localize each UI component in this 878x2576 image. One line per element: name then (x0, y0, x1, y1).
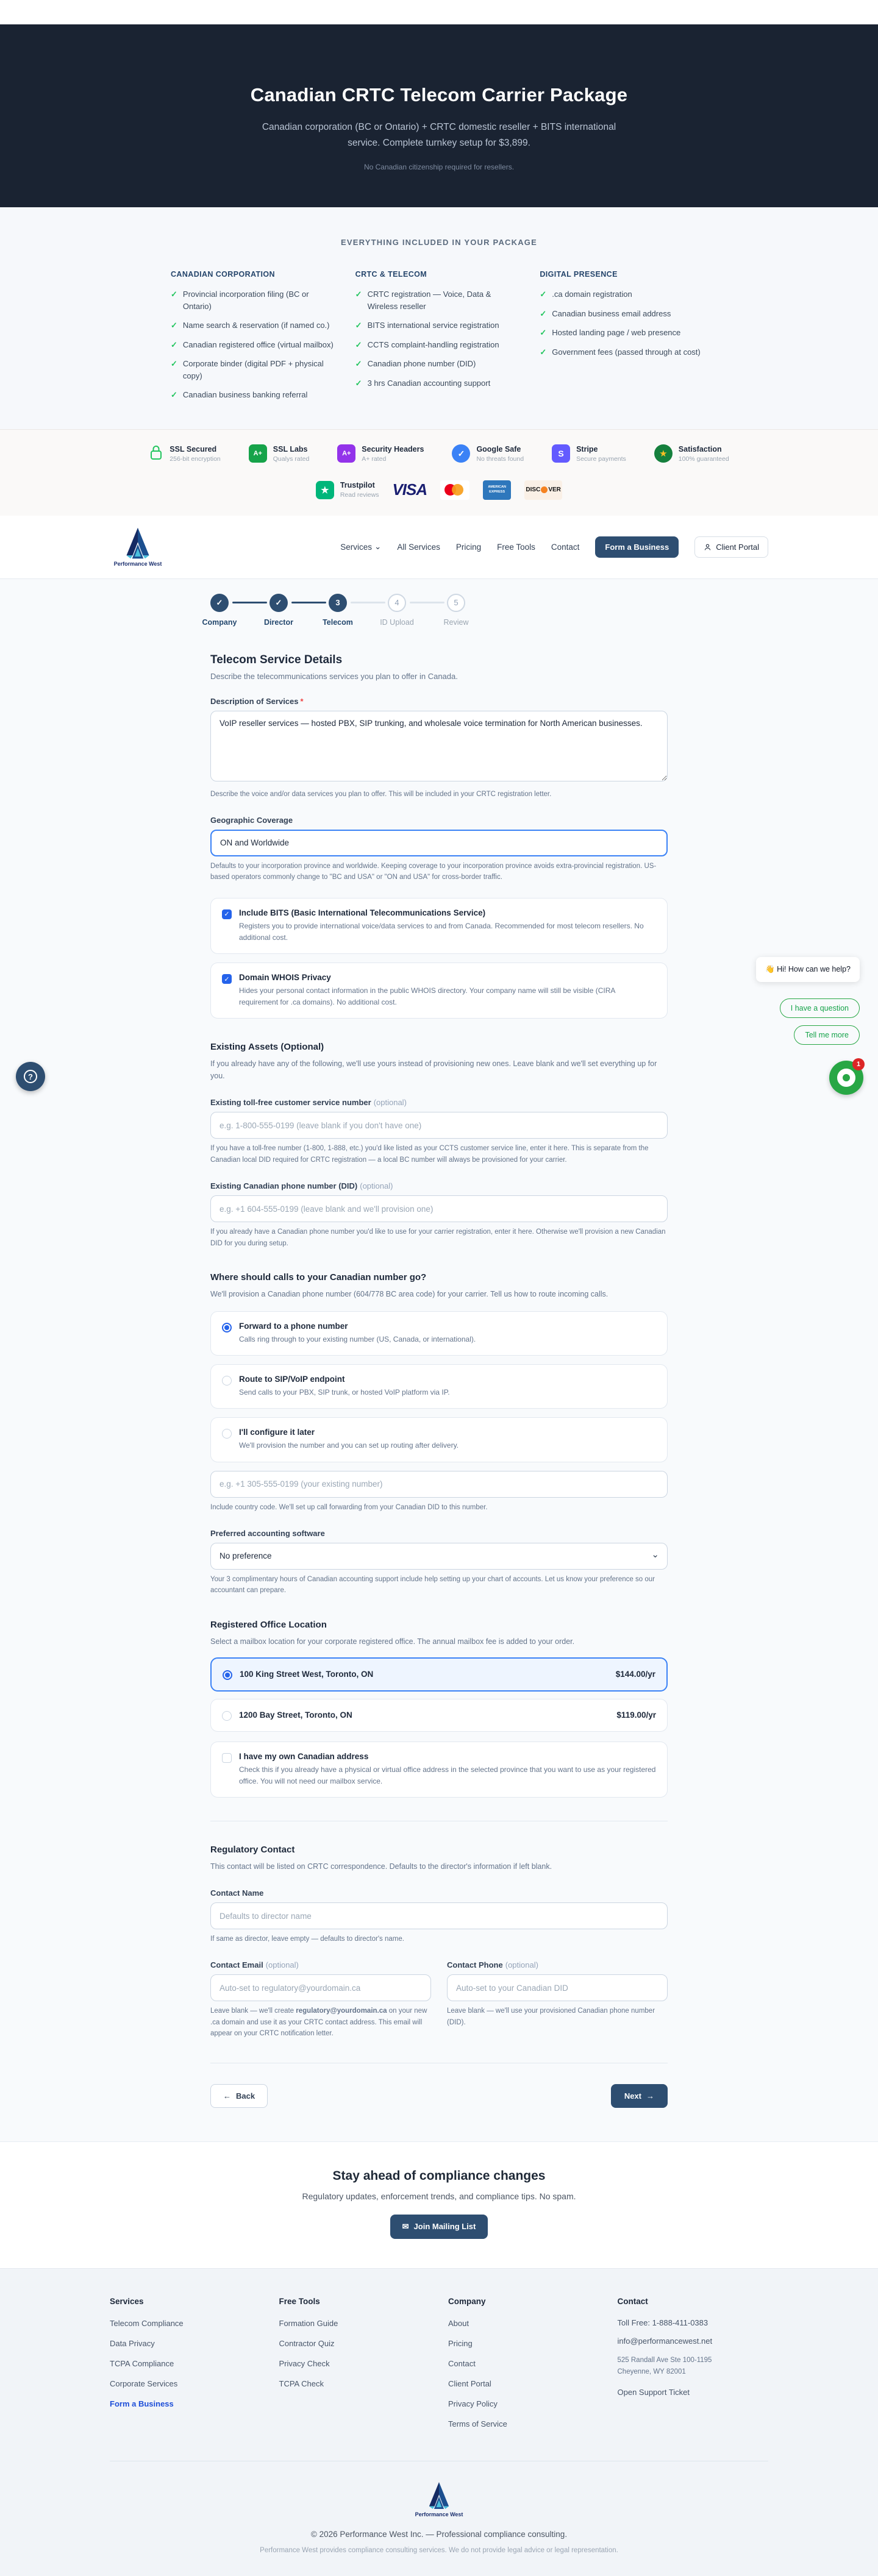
step-telecom-label: Telecom (323, 617, 353, 627)
checkbox-checked-icon[interactable]: ✓ (222, 909, 232, 919)
contact-email-help: Leave blank — we'll create regulatory@yourdomain.ca on your new .ca domain and use it as your CRTC contact address. This email will appear on your CRTC notification letter. (210, 2007, 427, 2038)
mailing-list-section (0, 2141, 878, 2268)
badge-ssl-labs: A+ SSL Labs Qualys rated (249, 444, 310, 463)
footer-link[interactable]: Telecom Compliance (110, 2318, 184, 2328)
coverage-help: Defaults to your incorporation province and worldwide. Keeping coverage to your incorporation province avoids extra-provincial registration. US-based operators commonly change to "BC and USA" or "ON and USA" for cross-border traffic. (210, 862, 657, 881)
chat-question-button[interactable]: I have a question (780, 998, 860, 1018)
footer-link[interactable]: Corporate Services (110, 2379, 178, 2388)
list-item: ✓ 3 hrs Canadian accounting support (355, 377, 523, 390)
footer-support-link[interactable]: Open Support Ticket (617, 2387, 690, 2397)
list-item: ✓ Provincial incorporation filing (BC or Ontario) (171, 288, 338, 312)
check-icon: ✓ (171, 359, 177, 368)
chevron-down-icon: ⌄ (374, 542, 382, 551)
help-button[interactable] (16, 1062, 45, 1091)
footer-link[interactable]: TCPA Check (279, 2379, 324, 2388)
list-item: ✓ Corporate binder (digital PDF + physical copy) (171, 358, 338, 382)
own-address-checkbox-card[interactable]: I have my own Canadian address Check this if you already have a physical or virtual office address in the selected province that you want to use as your registered office. You will not need our mailbox service. (210, 1742, 668, 1798)
price-badge: $144.00/yr (615, 1670, 655, 1679)
stripe-icon: S (552, 444, 570, 463)
footer-link[interactable]: Privacy Policy (448, 2399, 498, 2408)
footer-link-form-a-business[interactable]: Form a Business (110, 2399, 174, 2408)
routing-heading: Where should calls to your Canadian number go? (210, 1272, 427, 1283)
tollfree-help: If you have a toll-free number (1-800, 1-888, etc.) you'd like listed as your CCTS customer service line, enter it here. This is separate from the Canadian local DID required for CRTC registration — a local BC number will always be provisioned for your carrier. (210, 1145, 649, 1164)
cta-title: Stay ahead of compliance changes (332, 2168, 546, 2183)
next-button[interactable]: Next → (611, 2084, 668, 2108)
payment-row (0, 480, 878, 500)
arrow-right-icon: → (646, 2091, 654, 2101)
footer-link[interactable]: Contractor Quiz (279, 2338, 335, 2348)
accounting-label: Preferred accounting software (210, 1528, 325, 1538)
did-help: If you already have a Canadian phone number you'd like to use for your carrier registration, enter it here. Otherwise we'll provision a new Canadian DID for you during setup. (210, 1228, 666, 1247)
radio-icon[interactable] (222, 1711, 232, 1721)
footer-logo (415, 2481, 463, 2517)
trust-badges-row (0, 443, 878, 464)
back-button[interactable]: ← Back (210, 2084, 268, 2108)
forward-number-input[interactable] (210, 1471, 668, 1498)
radio-selected-icon[interactable] (222, 1323, 232, 1332)
existing-assets-heading: Existing Assets (Optional) (210, 1042, 324, 1053)
discover-dot-icon (541, 486, 548, 493)
list-item: ✓ .ca domain registration (540, 288, 707, 301)
office-option-bay-street[interactable]: 1200 Bay Street, Toronto, ON $119.00/yr (210, 1699, 668, 1732)
question-icon: ? (24, 1070, 37, 1083)
step-id-upload-circle[interactable]: 4 (388, 594, 406, 612)
list-item: ✓ Hosted landing page / web presence (540, 327, 707, 339)
join-mailing-list-button[interactable]: ✉ Join Mailing List (390, 2215, 488, 2239)
coverage-input[interactable] (210, 830, 668, 856)
visa-logo: VISA (392, 480, 427, 499)
description-textarea[interactable] (210, 711, 668, 781)
checkbox-checked-icon[interactable]: ✓ (222, 974, 232, 984)
client-portal-button[interactable]: Client Portal (694, 536, 768, 558)
trustpilot-star-icon: ★ (316, 481, 334, 499)
contact-phone-help: Leave blank — we'll use your provisioned Canadian phone number (DID). (447, 2007, 655, 2026)
contact-email-input[interactable] (210, 1974, 431, 2001)
nav-link-pricing[interactable]: Pricing (455, 542, 482, 552)
hero-banner (0, 24, 878, 207)
check-icon: ✓ (171, 340, 177, 349)
list-item: ✓ Canadian registered office (virtual mailbox) (171, 339, 338, 351)
footer-link[interactable]: About (448, 2318, 469, 2328)
list-item: ✓ CCTS complaint-handling registration (355, 339, 523, 351)
navbar (0, 516, 878, 579)
page-title: Telecom Service Details (210, 653, 343, 666)
footer-column-contact: Contact Toll Free: 1-888-411-0383 info@performancewest.net 525 Randall Ave Ste 100-1195 Cheyenne, WY 82001 Open Support Ticket (618, 2297, 769, 2439)
footer-column-services: Services Telecom Compliance Data Privacy TCPA Compliance Corporate Services Form a Business (110, 2296, 184, 2408)
footer-link[interactable]: TCPA Compliance (110, 2358, 174, 2368)
step-id-upload-label: ID Upload (380, 617, 414, 627)
badge-ssl-secured: SSL Secured 256-bit encryption (149, 443, 220, 464)
nav-link-contact[interactable]: Contact (551, 542, 580, 552)
included-column-corporation (171, 270, 338, 408)
check-icon: ✓ (355, 378, 362, 388)
column-title: CRTC & TELECOM (355, 270, 427, 279)
logo-mark (122, 527, 154, 560)
contact-email-label: Contact Email (optional) (210, 1960, 299, 1970)
contact-name-label: Contact Name (210, 1888, 264, 1898)
footer-address: 525 Randall Ave Ste 100-1195 Cheyenne, WY 82001 (617, 2356, 712, 2376)
wave-icon: 👋 (765, 965, 775, 973)
check-icon: ✓ (275, 597, 282, 607)
bits-checkbox-card[interactable]: ✓ Include BITS (Basic International Telecommunications Service) Registers you to provide international voice/data services to and from Canada. Recommended for most telecom resellers. No additional cost. (210, 898, 668, 954)
footer-column-company: Company About Pricing Contact Client Portal Privacy Policy Terms of Service (448, 2296, 507, 2428)
footer-email[interactable]: info@performancewest.net (617, 2336, 713, 2346)
step-review-circle[interactable]: 5 (447, 594, 465, 612)
radio-icon[interactable] (222, 1429, 232, 1439)
list-item: ✓ Canadian phone number (DID) (355, 358, 523, 370)
page-subtitle: Describe the telecommunications services you plan to offer in Canada. (210, 671, 458, 681)
main-content (0, 579, 878, 2141)
nav-link-all-services[interactable]: All Services (397, 542, 440, 552)
office-option-king-street[interactable]: 100 King Street West, Toronto, ON $144.00/yr (210, 1657, 668, 1692)
footer-link[interactable]: Contact (448, 2358, 476, 2368)
included-column-crtc (355, 270, 523, 408)
list-item: ✓ Government fees (passed through at cost) (540, 346, 707, 358)
footer-disclaimer: Performance West provides compliance consulting services. We do not provide legal advice or legal representation. (260, 2546, 618, 2554)
list-item: ✓ Canadian business banking referral (171, 389, 338, 401)
routing-option-later[interactable]: I'll configure it later We'll provision the number and you can set up routing after delivery. (210, 1417, 668, 1462)
brand-logo[interactable] (110, 527, 166, 567)
checkbox-icon[interactable] (222, 1753, 232, 1763)
check-icon: ✓ (540, 347, 547, 357)
footer-brand-name: Performance West (415, 2511, 463, 2517)
office-intro: Select a mailbox location for your corporate registered office. The annual mailbox fee is added to your order. (210, 1637, 575, 1646)
regulatory-intro: This contact will be listed on CRTC correspondence. Defaults to the director's information if left blank. (210, 1862, 552, 1871)
nav-link-free-tools[interactable]: Free Tools (497, 542, 535, 552)
footer-link[interactable]: Data Privacy (110, 2338, 155, 2348)
chat-tell-me-more-button[interactable]: Tell me more (794, 1025, 860, 1045)
mastercard-logo (440, 480, 469, 500)
arrow-left-icon: ← (223, 2091, 231, 2101)
footer-link[interactable]: Formation Guide (279, 2318, 338, 2328)
accounting-select[interactable] (210, 1543, 668, 1570)
list-item: ✓ Name search & reservation (if named co.) (171, 319, 338, 332)
trust-strip (0, 430, 878, 516)
step-company-label: Company (202, 617, 237, 627)
price-badge: $119.00/yr (616, 1710, 656, 1720)
check-icon: ✓ (540, 290, 547, 299)
aplus-icon: A+ (249, 444, 267, 463)
column-title: CANADIAN CORPORATION (171, 270, 275, 279)
check-icon: ✓ (540, 328, 547, 337)
select-chevron-icon: ⌄ (651, 1549, 659, 1560)
included-grid (171, 270, 707, 408)
list-item: ✓ Canadian business email address (540, 308, 707, 320)
description-label: Description of Services * (210, 696, 304, 706)
shield-check-icon: ✓ (452, 444, 470, 463)
chat-icon (837, 1069, 855, 1087)
badge-security-headers: A+ Security Headers A+ rated (337, 444, 424, 463)
coverage-label: Geographic Coverage (210, 815, 293, 825)
contact-name-help: If same as director, leave empty — defaults to director's name. (210, 1935, 404, 1943)
check-icon: ✓ (355, 321, 362, 330)
radio-selected-icon[interactable] (223, 1670, 232, 1680)
included-column-digital (540, 270, 707, 408)
footer-phone: Toll Free: 1-888-411-0383 (617, 2318, 708, 2327)
chat-unread-badge: 1 (852, 1058, 865, 1070)
progress-stepper (202, 594, 668, 633)
badge-stripe: S Stripe Secure payments (552, 444, 626, 463)
check-icon: ✓ (355, 290, 362, 299)
chat-greeting-bubble: 👋 Hi! How can we help? (756, 957, 860, 982)
hero-title: Canadian CRTC Telecom Carrier Package (250, 84, 628, 105)
hero-note: No Canadian citizenship required for resellers. (363, 163, 515, 172)
check-icon: ✓ (216, 597, 223, 607)
check-icon: ✓ (171, 390, 177, 399)
check-icon: ✓ (171, 290, 177, 299)
step-telecom-circle[interactable]: 3 (329, 594, 347, 612)
envelope-icon: ✉ (402, 2221, 409, 2231)
list-item: ✓ BITS international service registration (355, 319, 523, 332)
step-director-label: Director (264, 617, 293, 627)
required-asterisk: * (300, 696, 304, 706)
radio-icon[interactable] (222, 1376, 232, 1386)
badge-trustpilot: ★ Trustpilot Read reviews (316, 481, 379, 499)
contact-phone-input[interactable] (447, 1974, 668, 2001)
lock-icon (149, 443, 163, 464)
amex-logo: AMERICAN EXPRESS (483, 480, 511, 500)
check-icon: ✓ (355, 340, 362, 349)
footer-link[interactable]: Privacy Check (279, 2358, 330, 2368)
list-item: ✓ CRTC registration — Voice, Data & Wireless reseller (355, 288, 523, 312)
regulatory-heading: Regulatory Contact (210, 1845, 295, 1856)
routing-option-forward[interactable]: Forward to a phone number Calls ring through to your existing number (US, Canada, or international). (210, 1311, 668, 1356)
check-icon: ✓ (540, 308, 547, 318)
routing-option-sip[interactable]: Route to SIP/VoIP endpoint Send calls to your PBX, SIP trunk, or hosted VoIP platform via IP. (210, 1364, 668, 1409)
did-input[interactable] (210, 1195, 668, 1222)
tollfree-input[interactable] (210, 1112, 668, 1139)
logo-mark (426, 2481, 452, 2510)
column-title: DIGITAL PRESENCE (540, 270, 618, 279)
cta-subtitle: Regulatory updates, enforcement trends, and compliance tips. No spam. (302, 2191, 576, 2201)
description-help: Describe the voice and/or data services you plan to offer. This will be included in your CRTC registration letter. (210, 790, 552, 798)
contact-name-input[interactable] (210, 1902, 668, 1929)
step-company-circle[interactable] (210, 594, 229, 612)
check-icon: ✓ (171, 321, 177, 330)
contact-phone-label: Contact Phone (optional) (447, 1960, 538, 1970)
footer-link[interactable]: Pricing (448, 2338, 473, 2348)
badge-google-safe: ✓ Google Safe No threats found (452, 444, 524, 463)
footer-copyright: © 2026 Performance West Inc. — Professional compliance consulting. (310, 2529, 568, 2539)
existing-assets-intro: If you already have any of the following, we'll use yours instead of provisioning new ones. Leave blank and we'll set everything up for you. (210, 1059, 657, 1081)
hero-subtitle: Canadian corporation (BC or Ontario) + CRTC domestic reseller + BITS international service. Complete turnkey setup for $3,899. (262, 122, 616, 148)
footer-link[interactable]: Terms of Service (448, 2419, 507, 2428)
forward-number-help: Include country code. We'll set up call forwarding from your Canadian DID to this number. (210, 1503, 488, 1511)
badge-satisfaction: ★ Satisfaction 100% guaranteed (654, 444, 729, 463)
footer-link[interactable]: Client Portal (448, 2379, 491, 2388)
footer-column-free-tools: Free Tools Formation Guide Contractor Quiz Privacy Check TCPA Check (279, 2296, 338, 2388)
step-director-circle[interactable] (269, 594, 288, 612)
person-icon (704, 543, 712, 551)
aplus-icon: A+ (337, 444, 355, 463)
included-heading: EVERYTHING INCLUDED IN YOUR PACKAGE (340, 238, 537, 247)
nav-link-services[interactable]: Services ⌄ (340, 542, 382, 552)
star-icon: ★ (654, 444, 673, 463)
form-a-business-button[interactable]: Form a Business (595, 536, 679, 558)
check-icon: ✓ (355, 359, 362, 368)
footer (0, 2268, 878, 2576)
accounting-help: Your 3 complimentary hours of Canadian accounting support include help setting up your chart of accounts. Let us know your preference so our accountant can prepare. (210, 1575, 655, 1595)
discover-logo: DISC VER (524, 480, 562, 500)
tollfree-label: Existing toll-free customer service number (optional) (210, 1098, 407, 1108)
did-label: Existing Canadian phone number (DID) (optional) (210, 1181, 393, 1191)
chat-launcher-button[interactable] (829, 1061, 863, 1095)
routing-intro: We'll provision a Canadian phone number (604/778 BC area code) for your carrier. Tell us how to route incoming calls. (210, 1289, 609, 1298)
brand-name: Performance West (113, 561, 162, 567)
step-review-label: Review (443, 617, 469, 627)
included-section (0, 207, 878, 430)
office-heading: Registered Office Location (210, 1619, 327, 1630)
whois-checkbox-card[interactable]: ✓ Domain WHOIS Privacy Hides your personal contact information in the public WHOIS directory. Your company name will still be visible (CIRA requirement for .ca domains). No additional cost. (210, 962, 668, 1019)
